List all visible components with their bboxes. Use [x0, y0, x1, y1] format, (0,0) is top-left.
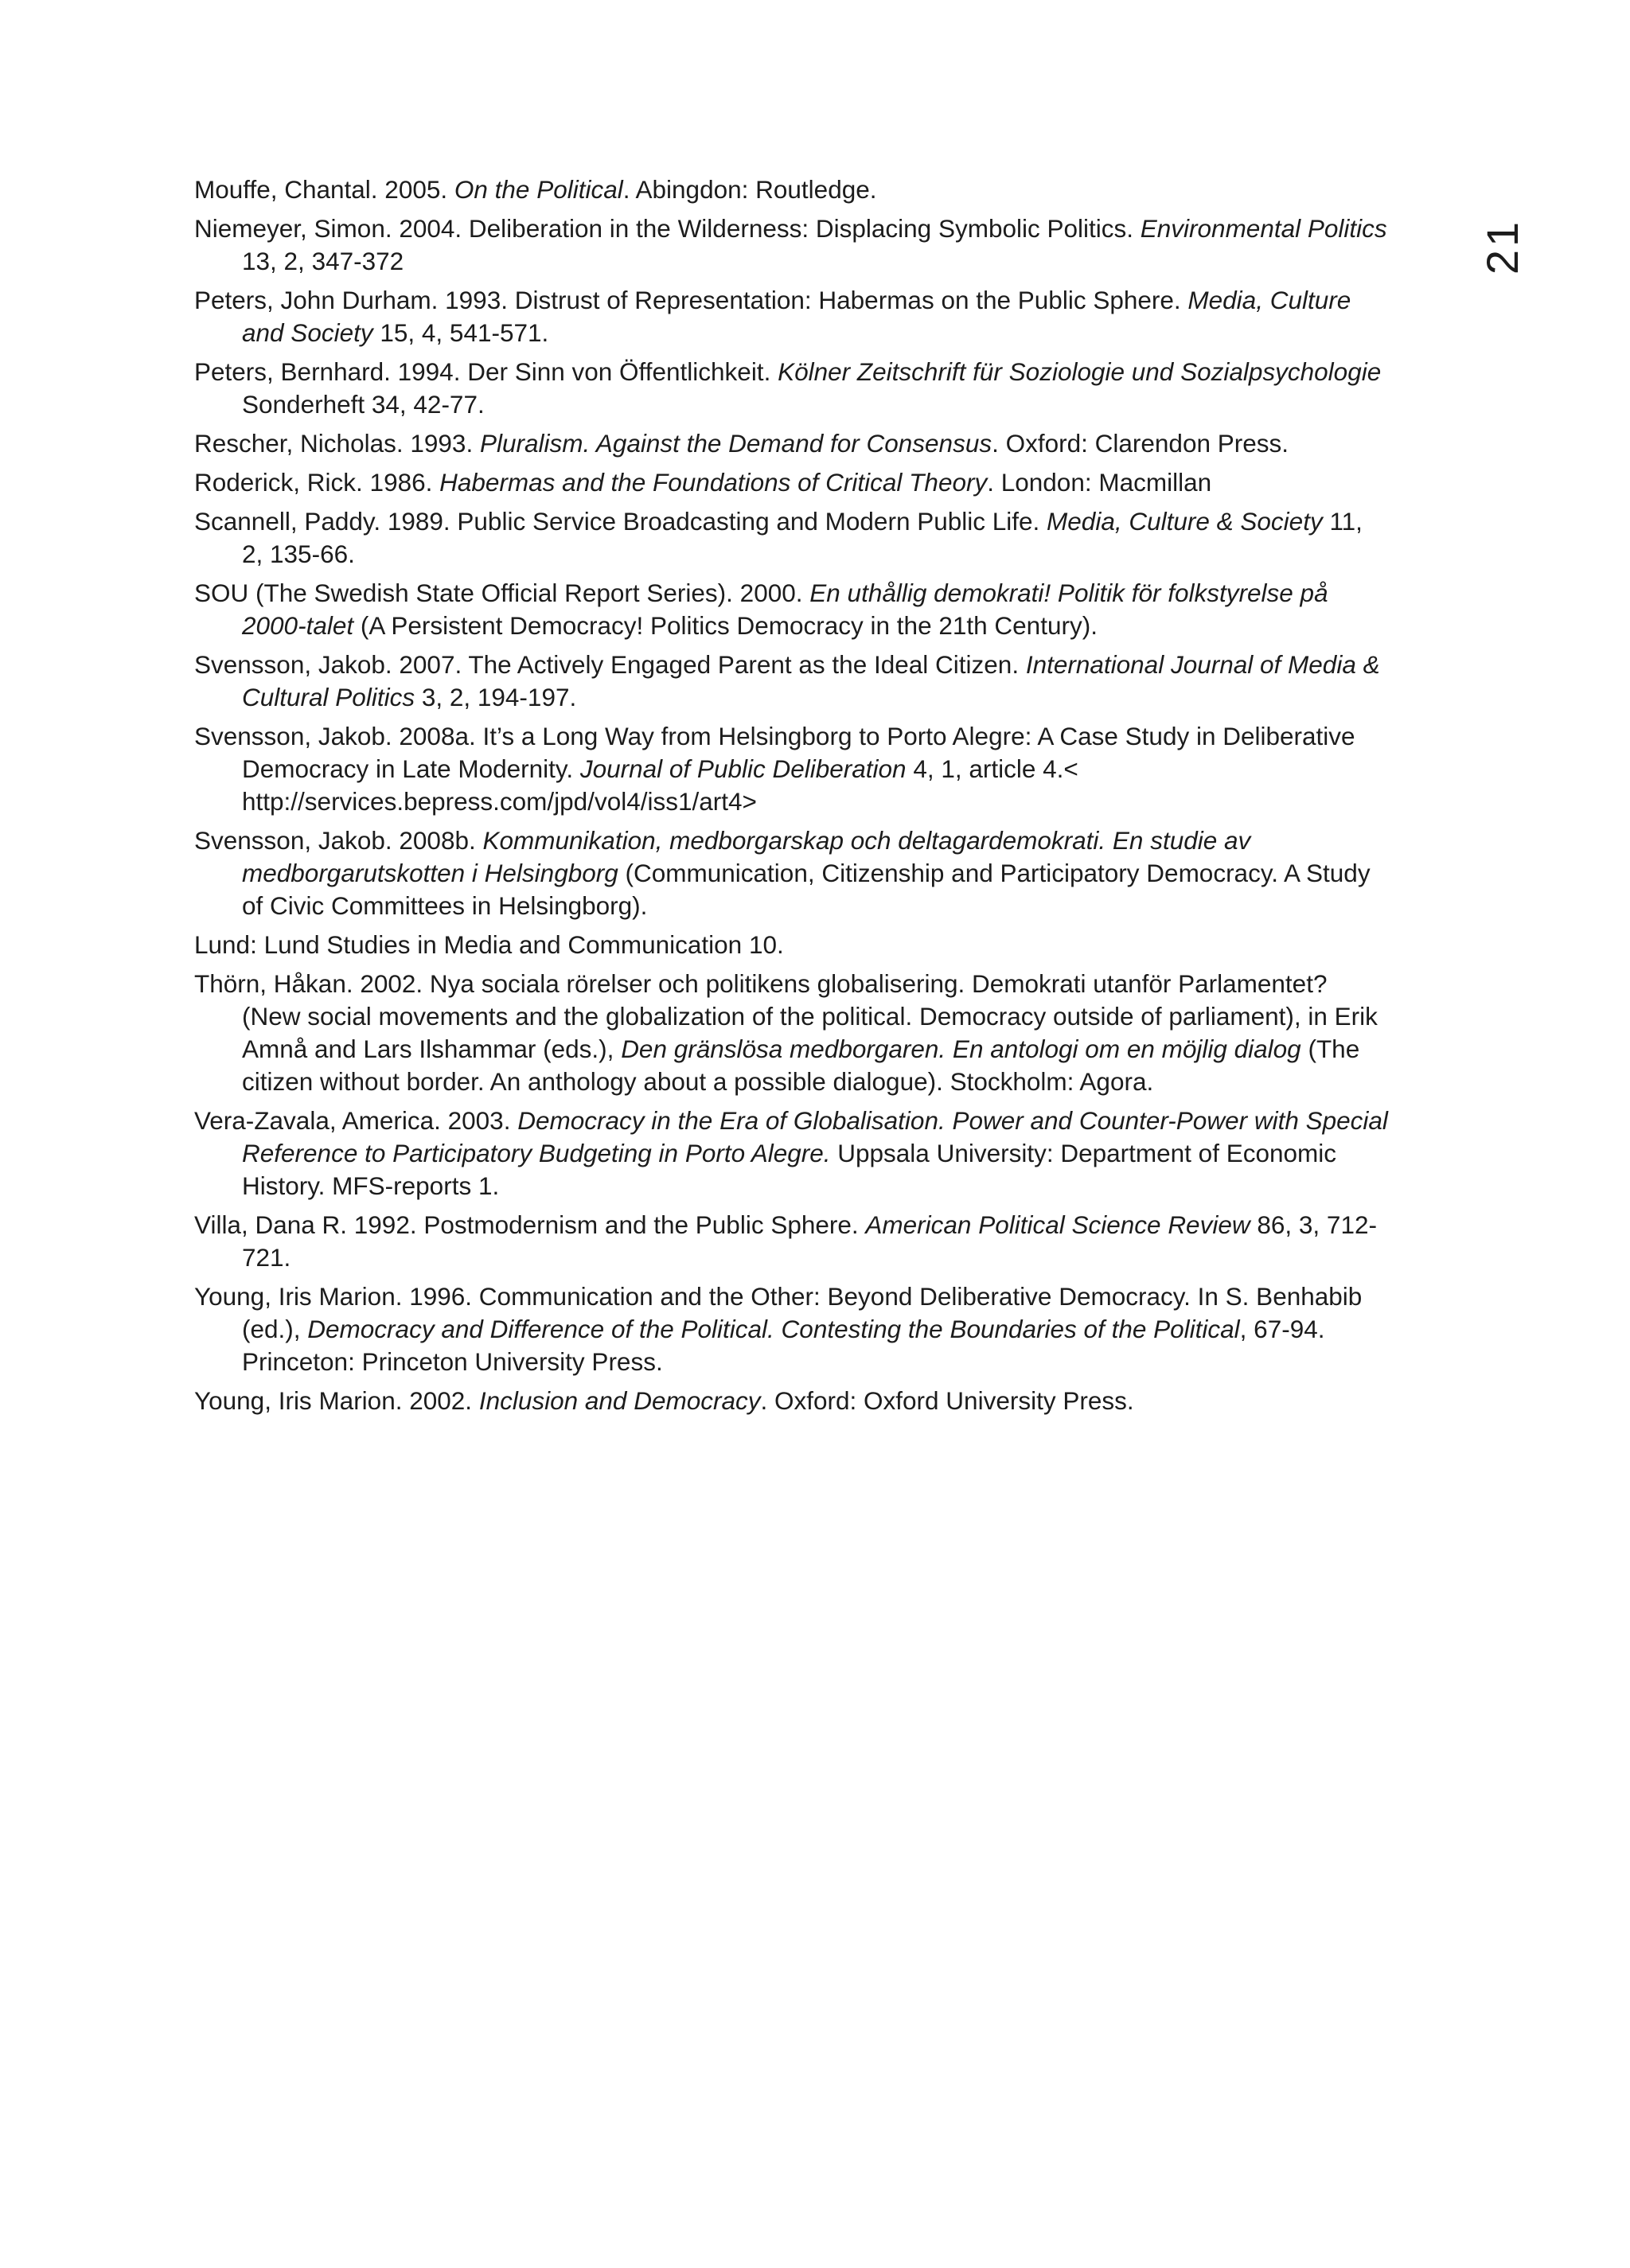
- reference-entry: [194, 824, 1388, 922]
- reference-title: Habermas and the Foundations of Critical Theory: [439, 468, 988, 497]
- reference-text: Peters, John Durham. 1993. Distrust of Representation: Habermas on the Public Sphere.: [194, 286, 1188, 314]
- reference-title: Democracy and Difference of the Political. Contesting the Boundaries of the Political: [307, 1315, 1240, 1343]
- reference-title: On the Political: [454, 175, 623, 204]
- reference-text: . Abingdon: Routledge.: [622, 175, 877, 204]
- reference-text: Vera-Zavala, America. 2003.: [194, 1106, 518, 1135]
- reference-title: Democracy in the Era of Globalisation. Power and Counter-Power with Special Reference to Participatory Budgeting in Porto Alegre.: [242, 1106, 1388, 1167]
- reference-entry: [194, 505, 1388, 571]
- reference-entry: [194, 284, 1388, 349]
- reference-entry: [194, 427, 1388, 460]
- reference-entry: [194, 212, 1388, 278]
- reference-text: Svensson, Jakob. 2007. The Actively Engaged Parent as the Ideal Citizen.: [194, 650, 1026, 679]
- reference-text: . Oxford: Clarendon Press.: [992, 429, 1289, 458]
- reference-text: 15, 4, 541-571.: [372, 318, 549, 347]
- reference-text: Svensson, Jakob. 2008b.: [194, 826, 483, 855]
- reference-text: (Communication, Citizenship and Participatory Democracy. A Study of Civic Committees in Helsingborg).: [242, 859, 1371, 920]
- reference-list: [194, 173, 1388, 1424]
- reference-entry: [194, 173, 1388, 206]
- reference-text: Scannell, Paddy. 1989. Public Service Broadcasting and Modern Public Life.: [194, 507, 1047, 536]
- page-number-text: 21: [1477, 218, 1528, 275]
- reference-text: (The citizen without border. An anthology about a possible dialogue). Stockholm: Agora.: [242, 1035, 1360, 1096]
- reference-text: Villa, Dana R. 1992. Postmodernism and the Public Sphere.: [194, 1210, 866, 1239]
- reference-text: Peters, Bernhard. 1994. Der Sinn von Öffentlichkeit.: [194, 357, 778, 386]
- reference-title: Media, Culture and Society: [242, 286, 1351, 347]
- reference-title: Den gränslösa medborgaren. En antologi om en möjlig dialog: [621, 1035, 1301, 1063]
- reference-text: 11, 2, 135-66.: [242, 507, 1363, 568]
- reference-title: Kölner Zeitschrift für Soziologie und Sozialpsychologie: [778, 357, 1382, 386]
- reference-entry: [194, 1385, 1388, 1417]
- reference-text: 3, 2, 194-197.: [415, 683, 577, 711]
- reference-entry: [194, 1280, 1388, 1378]
- reference-title: Journal of Public Deliberation: [579, 754, 907, 783]
- reference-entry: [194, 968, 1388, 1098]
- reference-text: Young, Iris Marion. 1996. Communication and the Other: Beyond Deliberative Democracy. In S. Benhabib (ed.),: [194, 1282, 1363, 1343]
- reference-text: . Oxford: Oxford University Press.: [760, 1386, 1134, 1415]
- reference-title: Kommunikation, medborgarskap och deltagardemokrati. En studie av medborgarutskotten i Helsingborg: [242, 826, 1251, 887]
- reference-text: Thörn, Håkan. 2002. Nya sociala rörelser och politikens globalisering. Demokrati utanför Parlamentet? (New social movements and the globalization of the political. Democracy outside of parliament), in Erik Amnå and Lars Ilshammar (eds.),: [194, 969, 1378, 1063]
- reference-entry: [194, 929, 1388, 961]
- reference-entry: [194, 720, 1388, 818]
- reference-text: Roderick, Rick. 1986.: [194, 468, 440, 497]
- reference-title: Inclusion and Democracy: [478, 1386, 761, 1415]
- reference-text: Sonderheft 34, 42-77.: [242, 390, 485, 419]
- reference-entry: [194, 1209, 1388, 1274]
- reference-text: (A Persistent Democracy! Politics Democracy in the 21th Century).: [353, 611, 1098, 640]
- reference-title: International Journal of Media & Cultural Politics: [242, 650, 1380, 711]
- reference-title: American Political Science Review: [865, 1210, 1250, 1239]
- reference-entry: [194, 466, 1388, 499]
- reference-text: Mouffe, Chantal. 2005.: [194, 175, 454, 204]
- reference-entry: [194, 577, 1388, 642]
- reference-text: Young, Iris Marion. 2002.: [194, 1386, 479, 1415]
- reference-text: , 67-94. Princeton: Princeton University Press.: [242, 1315, 1325, 1376]
- reference-text: Rescher, Nicholas. 1993.: [194, 429, 480, 458]
- reference-text: 4, 1, article 4.< http://services.bepress.com/jpd/vol4/iss1/art4>: [242, 754, 1078, 816]
- page-number: [1479, 215, 1527, 279]
- reference-entry: [194, 649, 1388, 714]
- reference-title: Pluralism. Against the Demand for Consensus: [479, 429, 992, 458]
- reference-text: Lund: Lund Studies in Media and Communication 10.: [194, 930, 784, 959]
- reference-text: Niemeyer, Simon. 2004. Deliberation in the Wilderness: Displacing Symbolic Politics.: [194, 214, 1141, 243]
- reference-text: . London: Macmillan: [987, 468, 1212, 497]
- reference-text: SOU (The Swedish State Official Report Series). 2000.: [194, 579, 810, 607]
- reference-title: Media, Culture & Society: [1047, 507, 1323, 536]
- reference-title: En uthållig demokrati! Politik för folkstyrelse på 2000-talet: [242, 579, 1328, 640]
- reference-text: Svensson, Jakob. 2008a. It’s a Long Way from Helsingborg to Porto Alegre: A Case Study in Deliberative Democracy in Late Modernity.: [194, 722, 1355, 783]
- reference-title: Environmental Politics: [1140, 214, 1387, 243]
- reference-entry: [194, 1105, 1388, 1202]
- reference-text: 86, 3, 712-721.: [242, 1210, 1377, 1272]
- reference-text: 13, 2, 347-372: [242, 247, 404, 275]
- reference-text: Uppsala University: Department of Economic History. MFS-reports 1.: [242, 1139, 1337, 1200]
- reference-entry: [194, 356, 1388, 421]
